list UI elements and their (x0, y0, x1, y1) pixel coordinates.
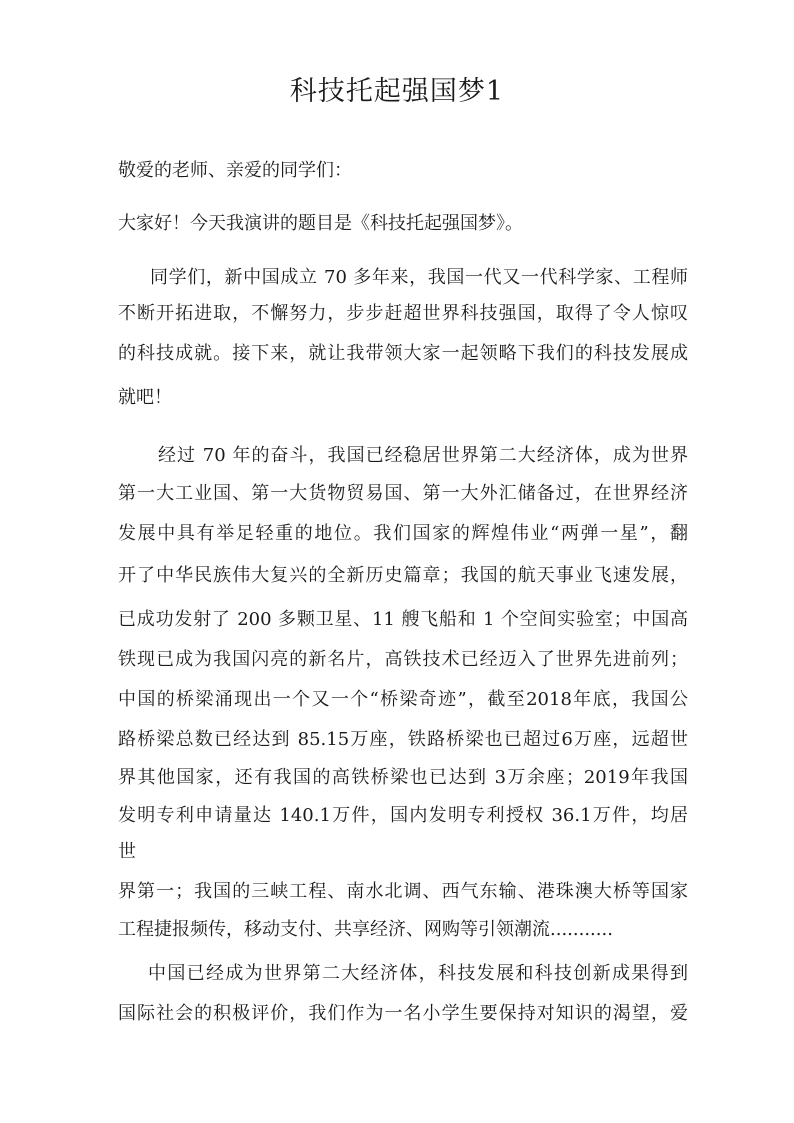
paragraph-2-line-7: 中国的桥梁涌现出一个又一个“桥梁奇迹”，截至2018年底，我国公 (118, 689, 688, 710)
paragraph-2-line-6: 铁现已成为我国闪亮的新名片，高铁技术已经迈入了世界先进前列； (118, 649, 688, 670)
greeting: 大家好！今天我演讲的题目是《科技托起强国梦》。 (118, 213, 523, 234)
paragraph-2-line-2: 第一大工业国、第一大货物贸易国、第一大外汇储备过，在世界经济 (118, 483, 688, 504)
paragraph-2-line-10: 发明专利申请量达 140.1万件，国内发明专利授权 36.1万件，均居 (118, 805, 688, 826)
paragraph-2-line-1: 经过 70 年的奋斗，我国已经稳居世界第二大经济体，成为世界 (158, 445, 688, 466)
paragraph-2-line-8: 路桥梁总数已经达到 85.15万座，铁路桥梁也已超过6万座，远超世 (118, 729, 688, 750)
paragraph-1-line-1: 同学们，新中国成立 70 多年来，我国一代又一代科学家、工程师 (150, 267, 688, 288)
salutation: 敬爱的老师、亲爱的同学们： (118, 160, 352, 181)
paragraph-2-line-11: 世 (118, 841, 136, 862)
paragraph-2-line-12: 界第一；我国的三峡工程、南水北调、西气东输、港珠澳大桥等国家 (118, 881, 688, 902)
paragraph-3-line-1: 中国已经成为世界第二大经济体，科技发展和科技创新成果得到 (148, 963, 688, 984)
paragraph-1-line-3: 的科技成就。接下来，就让我带领大家一起领略下我们的科技发展成 (118, 343, 688, 364)
paragraph-3-line-2: 国际社会的积极评价，我们作为一名小学生要保持对知识的渴望，爱 (118, 1003, 688, 1024)
paragraph-2-line-13: 工程捷报频传，移动支付、共享经济、网购等引领潮流........... (118, 919, 613, 940)
paragraph-2-line-5: 已成功发射了 200 多颗卫星、11 艘飞船和 1 个空间实验室；中国高 (118, 609, 688, 630)
paragraph-1-line-4: 就吧！ (118, 387, 172, 408)
paragraph-1-line-2: 不断开拓进取，不懈努力，步步赶超世界科技强国，取得了令人惊叹 (118, 303, 688, 324)
document-title: 科技托起强国梦1 (289, 76, 505, 107)
paragraph-2-line-4: 开了中华民族伟大复兴的全新历史篇章；我国的航天事业飞速发展， (118, 565, 688, 586)
paragraph-2-line-9: 界其他国家，还有我国的高铁桥梁也已达到 3万余座；2019年我国 (118, 767, 688, 788)
paragraph-2-line-3: 发展中具有举足轻重的地位。我们国家的辉煌伟业“两弹一星”，翻 (118, 523, 688, 544)
